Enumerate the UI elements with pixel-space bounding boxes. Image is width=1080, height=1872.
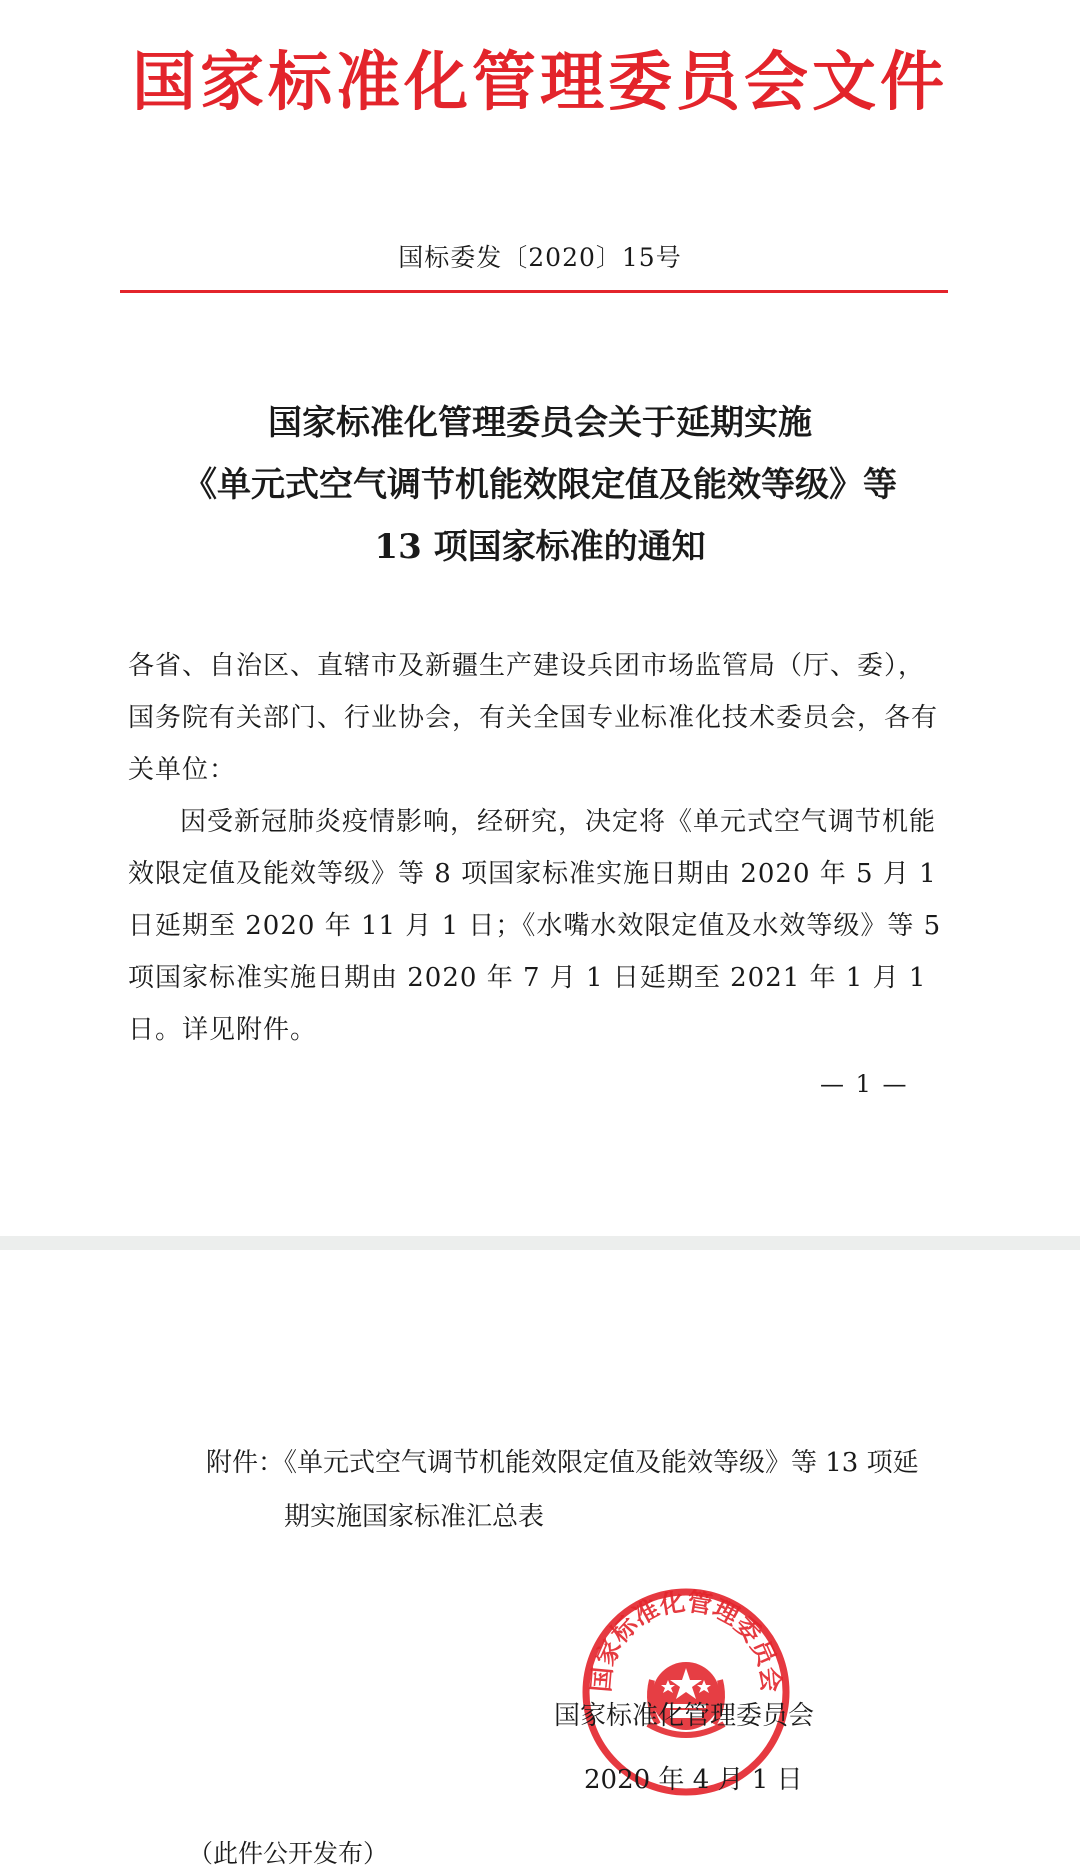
public-release-note: （此件公开发布） bbox=[188, 1839, 389, 1868]
notice-title bbox=[100, 392, 980, 578]
attachment-note bbox=[206, 1436, 986, 1544]
issue-date: 2020 年 4 月 1 日 bbox=[584, 1765, 803, 1795]
document-number: 国标委发〔2020〕15号 bbox=[398, 243, 682, 272]
notice-title-line-2: 《单元式空气调节机能效限定值及能效等级》等 bbox=[183, 465, 897, 505]
agency-header-title: 国家标准化管理委员会文件 bbox=[132, 45, 948, 120]
page-separator bbox=[0, 1236, 1080, 1250]
issuer-signature: 国家标准化管理委员会 bbox=[554, 1701, 815, 1731]
attachment-line-2: 期实施国家标准汇总表 bbox=[284, 1502, 545, 1532]
red-divider-line bbox=[120, 290, 948, 293]
attachment-line-1: 附件：《单元式空气调节机能效限定值及能效等级》等 13 项延 bbox=[206, 1448, 919, 1478]
notice-title-line-3: 13 项国家标准的通知 bbox=[374, 527, 706, 567]
main-paragraph: 因受新冠肺炎疫情影响，经研究，决定将《单元式空气调节机能效限定值及能效等级》等 8 项国家标准实施日期由 2020 年 5 月 1 日延期至 2020 年 11 月 1 日；《水嘴水效限定值及水效等级》等 5 项国家标准实施日期由 2020 年 7 月 1 日延期至 2021 年 1 月 1 日。详见附件。 bbox=[128, 807, 942, 1045]
addressee-paragraph: 各省、自治区、直辖市及新疆生产建设兵团市场监管局（厅、委），国务院有关部门、行业协会，有关全国专业标准化技术委员会，各有关单位： bbox=[128, 651, 939, 785]
document-page-2 bbox=[0, 1250, 1080, 1872]
page-number: — 1 — bbox=[820, 1070, 909, 1098]
notice-title-line-1: 国家标准化管理委员会关于延期实施 bbox=[268, 403, 812, 443]
seal-ring-text: 国家标准化管理委员会 bbox=[586, 1586, 786, 1694]
